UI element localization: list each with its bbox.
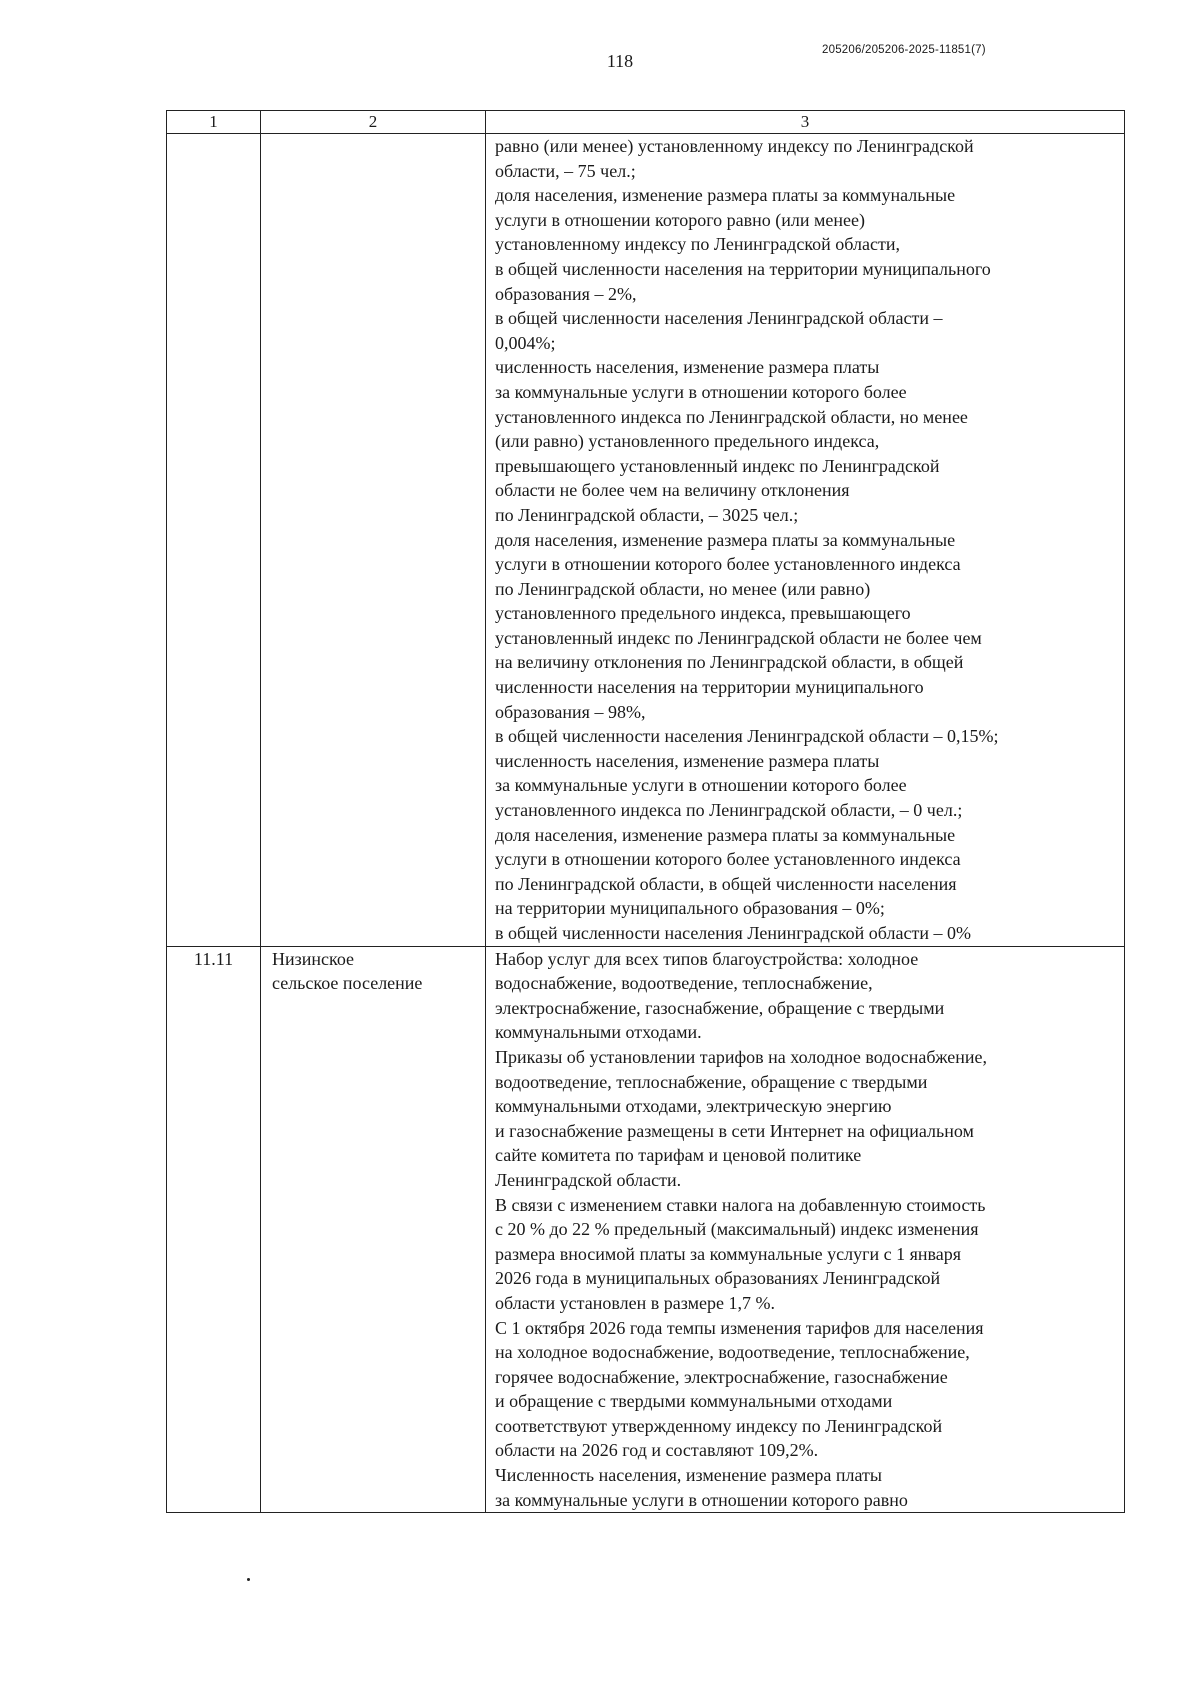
content-line: Численность населения, изменение размера платы [495, 1465, 882, 1486]
content-line: В связи с изменением ставки налога на добавленную стоимость [495, 1194, 986, 1215]
row-content [486, 946, 1125, 1513]
content-line: области установлен в размере 1,7 %. [495, 1292, 775, 1313]
content-line: численность населения, изменение размера платы [495, 750, 880, 771]
row-number [167, 134, 261, 947]
content-line: в общей численности населения Ленинградской области – [495, 308, 943, 329]
column-header-3: 3 [486, 111, 1125, 134]
content-line: горячее водоснабжение, электроснабжение, газоснабжение [495, 1366, 948, 1387]
content-line: 2026 года в муниципальных образованиях Ленинградской [495, 1268, 941, 1289]
content-line: Ленинградской области. [495, 1169, 682, 1190]
row-content [486, 134, 1125, 947]
content-line: 0,004%; [495, 332, 556, 353]
content-line: Набор услуг для всех типов благоустройства: холодное [495, 948, 919, 969]
row-number: 11.11 [167, 946, 261, 1513]
content-line: размера вносимой платы за коммунальные услуги с 1 января [495, 1243, 962, 1264]
table-header-row [167, 111, 1125, 134]
content-line: установленного индекса по Ленинградской области, но менее [495, 406, 968, 427]
content-line: на холодное водоснабжение, водоотведение, теплоснабжение, [495, 1342, 970, 1363]
name-line: Низинское [272, 948, 355, 969]
column-header-2: 2 [261, 111, 486, 134]
content-line: и газоснабжение размещены в сети Интернет на официальном [495, 1120, 974, 1141]
content-line: на территории муниципального образования – 0%; [495, 898, 885, 919]
content-line: соответствуют утвержденному индексу по Ленинградской [495, 1415, 943, 1436]
data-table [166, 110, 1125, 1513]
scan-speck [247, 1578, 250, 1581]
content-line: в общей численности населения Ленинградской области – 0% [495, 923, 971, 943]
municipality-name [261, 134, 486, 947]
content-line: области, – 75 чел.; [495, 160, 636, 181]
content-line: по Ленинградской области, но менее (или равно) [495, 578, 871, 599]
content-line: области не более чем на величину отклонения [495, 480, 850, 501]
content-line: электроснабжение, газоснабжение, обращение с твердыми [495, 997, 945, 1018]
name-line: сельское поселение [272, 973, 423, 994]
content-line: на величину отклонения по Ленинградской области, в общей [495, 652, 964, 673]
content-line: в общей численности населения на территории муниципального [495, 258, 991, 279]
content-line: водоотведение, теплоснабжение, обращение с твердыми [495, 1071, 928, 1092]
municipality-name [261, 946, 486, 1513]
content-line: сайте комитета по тарифам и ценовой политике [495, 1145, 862, 1166]
content-line: установленного предельного индекса, превышающего [495, 603, 911, 624]
content-line: (или равно) установленного предельного индекса, [495, 431, 880, 452]
table-row [167, 134, 1125, 947]
column-header-1: 1 [167, 111, 261, 134]
content-line: за коммунальные услуги в отношении которого более [495, 381, 907, 402]
content-line: образования – 98%, [495, 701, 646, 722]
content-line: образования – 2%, [495, 283, 637, 304]
content-line: коммунальными отходами, электрическую энергию [495, 1096, 892, 1117]
page-number: 118 [606, 51, 634, 71]
content-line: установленному индексу по Ленинградской области, [495, 234, 900, 255]
content-line: за коммунальные услуги в отношении которого равно [495, 1489, 908, 1510]
content-line: водоснабжение, водоотведение, теплоснабжение, [495, 973, 873, 994]
content-line: с 20 % до 22 % предельный (максимальный) индекс изменения [495, 1219, 979, 1240]
content-line: услуги в отношении которого более установленного индекса [495, 554, 961, 575]
content-line: превышающего установленный индекс по Ленинградской [495, 455, 940, 476]
content-line: численность населения, изменение размера платы [495, 357, 880, 378]
content-line: равно (или менее) установленному индексу по Ленинградской [495, 136, 974, 156]
content-line: за коммунальные услуги в отношении которого более [495, 775, 907, 796]
content-line: Приказы об установлении тарифов на холодное водоснабжение, [495, 1046, 988, 1067]
content-line: доля населения, изменение размера платы за коммунальные [495, 529, 956, 550]
content-line: услуги в отношении которого равно (или менее) [495, 209, 866, 230]
content-line: установленный индекс по Ленинградской области не более чем [495, 627, 982, 648]
content-line: коммунальными отходами. [495, 1022, 702, 1043]
content-line: С 1 октября 2026 года темпы изменения тарифов для населения [495, 1317, 984, 1338]
content-line: в общей численности населения Ленинградской области – 0,15%; [495, 726, 999, 747]
content-line: доля населения, изменение размера платы за коммунальные [495, 185, 956, 206]
content-line: по Ленинградской области, в общей численности населения [495, 873, 957, 894]
content-line: численности населения на территории муниципального [495, 677, 924, 698]
content-line: услуги в отношении которого более установленного индекса [495, 849, 961, 870]
document-id: 205206/205206-2025-11851(7) [822, 44, 986, 56]
content-line: области на 2026 год и составляют 109,2%. [495, 1440, 819, 1461]
content-line: и обращение с твердыми коммунальными отходами [495, 1391, 893, 1412]
content-line: по Ленинградской области, – 3025 чел.; [495, 504, 799, 525]
content-line: доля населения, изменение размера платы за коммунальные [495, 824, 956, 845]
table-row [167, 946, 1125, 1513]
content-line: установленного индекса по Ленинградской области, – 0 чел.; [495, 800, 963, 821]
